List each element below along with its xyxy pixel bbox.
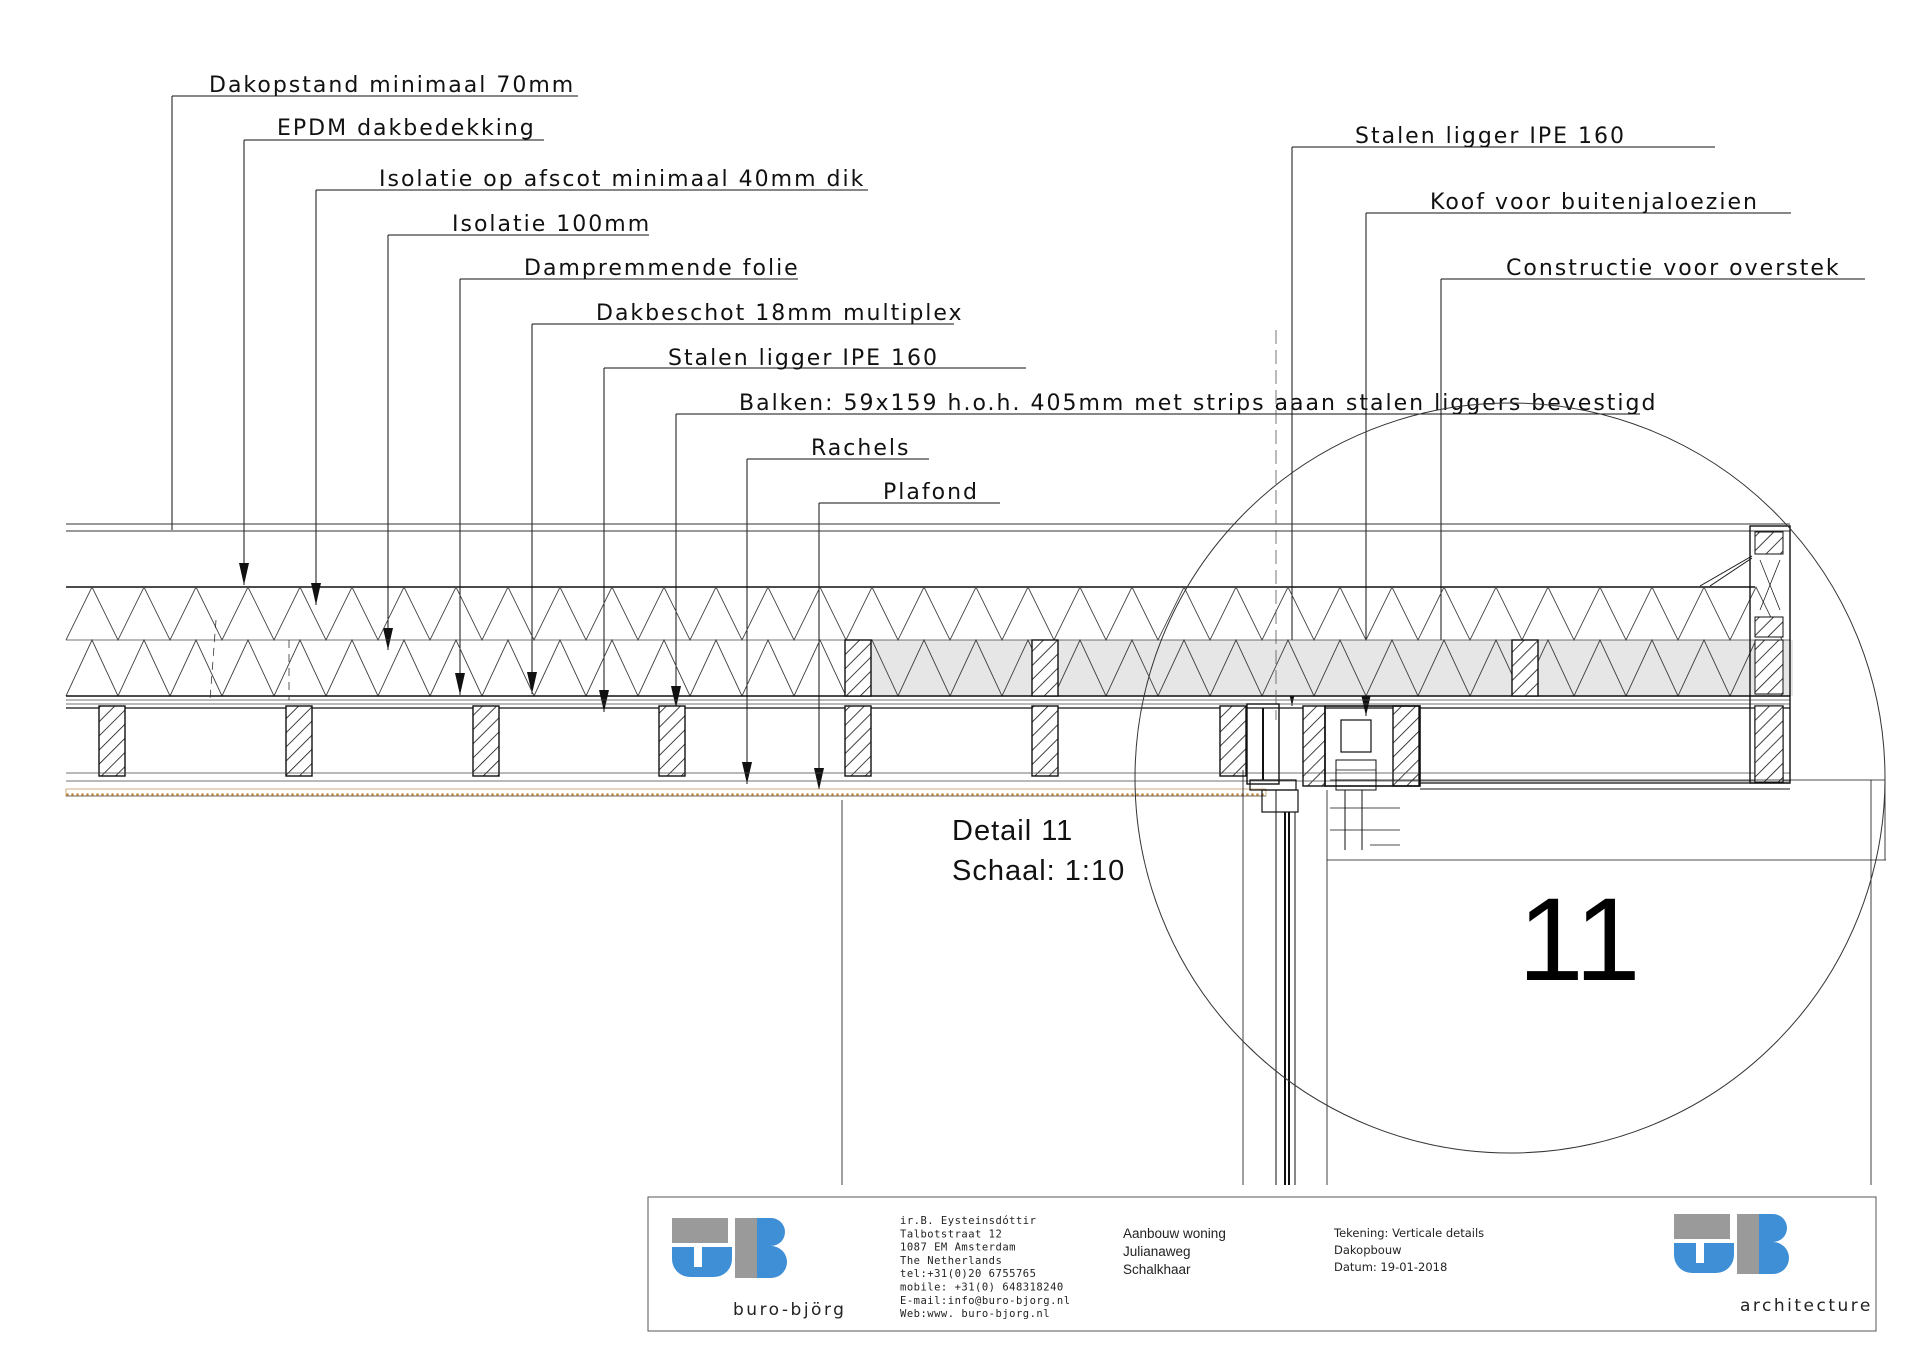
project-line: Julianaweg [1123,1244,1191,1259]
project-line: Aanbouw woning [1123,1226,1226,1241]
label-rachels: Rachels [811,436,911,461]
label-dakbeschot: Dakbeschot 18mm multiplex [596,301,964,326]
blocking-upper [1032,640,1058,696]
joist-lower [286,706,312,776]
label-koof: Koof voor buitenjaloezien [1430,190,1759,215]
label-balken: Balken: 59x159 h.o.h. 405mm met strips aaan stalen liggers bevestigd [739,391,1658,416]
address-line: ir.B. Eysteinsdóttir [900,1215,1037,1227]
drawing-line: Tekening: Verticale details [1334,1226,1485,1240]
label-dampremmende-folie: Dampremmende folie [524,256,800,281]
joist-lower [1032,706,1058,776]
address-line: mobile: +31(0) 648318240 [900,1281,1064,1294]
label-constructie-overstek: Constructie voor overstek [1506,256,1841,281]
address-line: Web:www. buro-bjorg.nl [900,1308,1051,1321]
address-line: tel:+31(0)20 6755765 [900,1268,1037,1281]
firm-name: buro-björg [733,1300,847,1320]
joist-lower [99,706,125,776]
label-stalen-ligger: Stalen ligger IPE 160 [668,346,940,371]
detail-number: 11 [1518,874,1641,1006]
joist-lower [659,706,685,776]
project-line: Schalkhaar [1123,1262,1191,1277]
joist-lower [845,706,871,776]
address-line: 1087 EM Amsterdam [900,1241,1016,1254]
joist-lower [1303,706,1325,786]
blocking-upper [845,640,871,696]
label-right-stalen-ligger: Stalen ligger IPE 160 [1355,124,1627,149]
label-isolatie-100: Isolatie 100mm [452,212,652,237]
label-isolatie-afschot: Isolatie op afscot minimaal 40mm dik [379,167,866,192]
ceiling-board [66,789,1266,796]
drawing-line: Dakopbouw [1334,1243,1402,1257]
detail-scale: Schaal: 1:10 [952,855,1126,887]
address-line: The Netherlands [900,1254,1003,1267]
address-line: E-mail:info@buro-bjorg.nl [900,1294,1071,1307]
title-block [648,1197,1876,1331]
detail-title: Detail 11 [952,815,1074,847]
label-plafond: Plafond [883,480,979,505]
joist-lower [1393,706,1419,786]
architecture-caption: architecture [1740,1296,1873,1316]
drawing-line: Datum: 19-01-2018 [1334,1260,1448,1274]
joist-lower [1220,706,1246,776]
joist-lower [473,706,499,776]
label-epdm: EPDM dakbedekking [277,116,536,141]
blocking-upper [1512,640,1538,696]
address-line: Talbotstraat 12 [900,1228,1003,1241]
label-dakopstand: Dakopstand minimaal 70mm [209,73,576,98]
